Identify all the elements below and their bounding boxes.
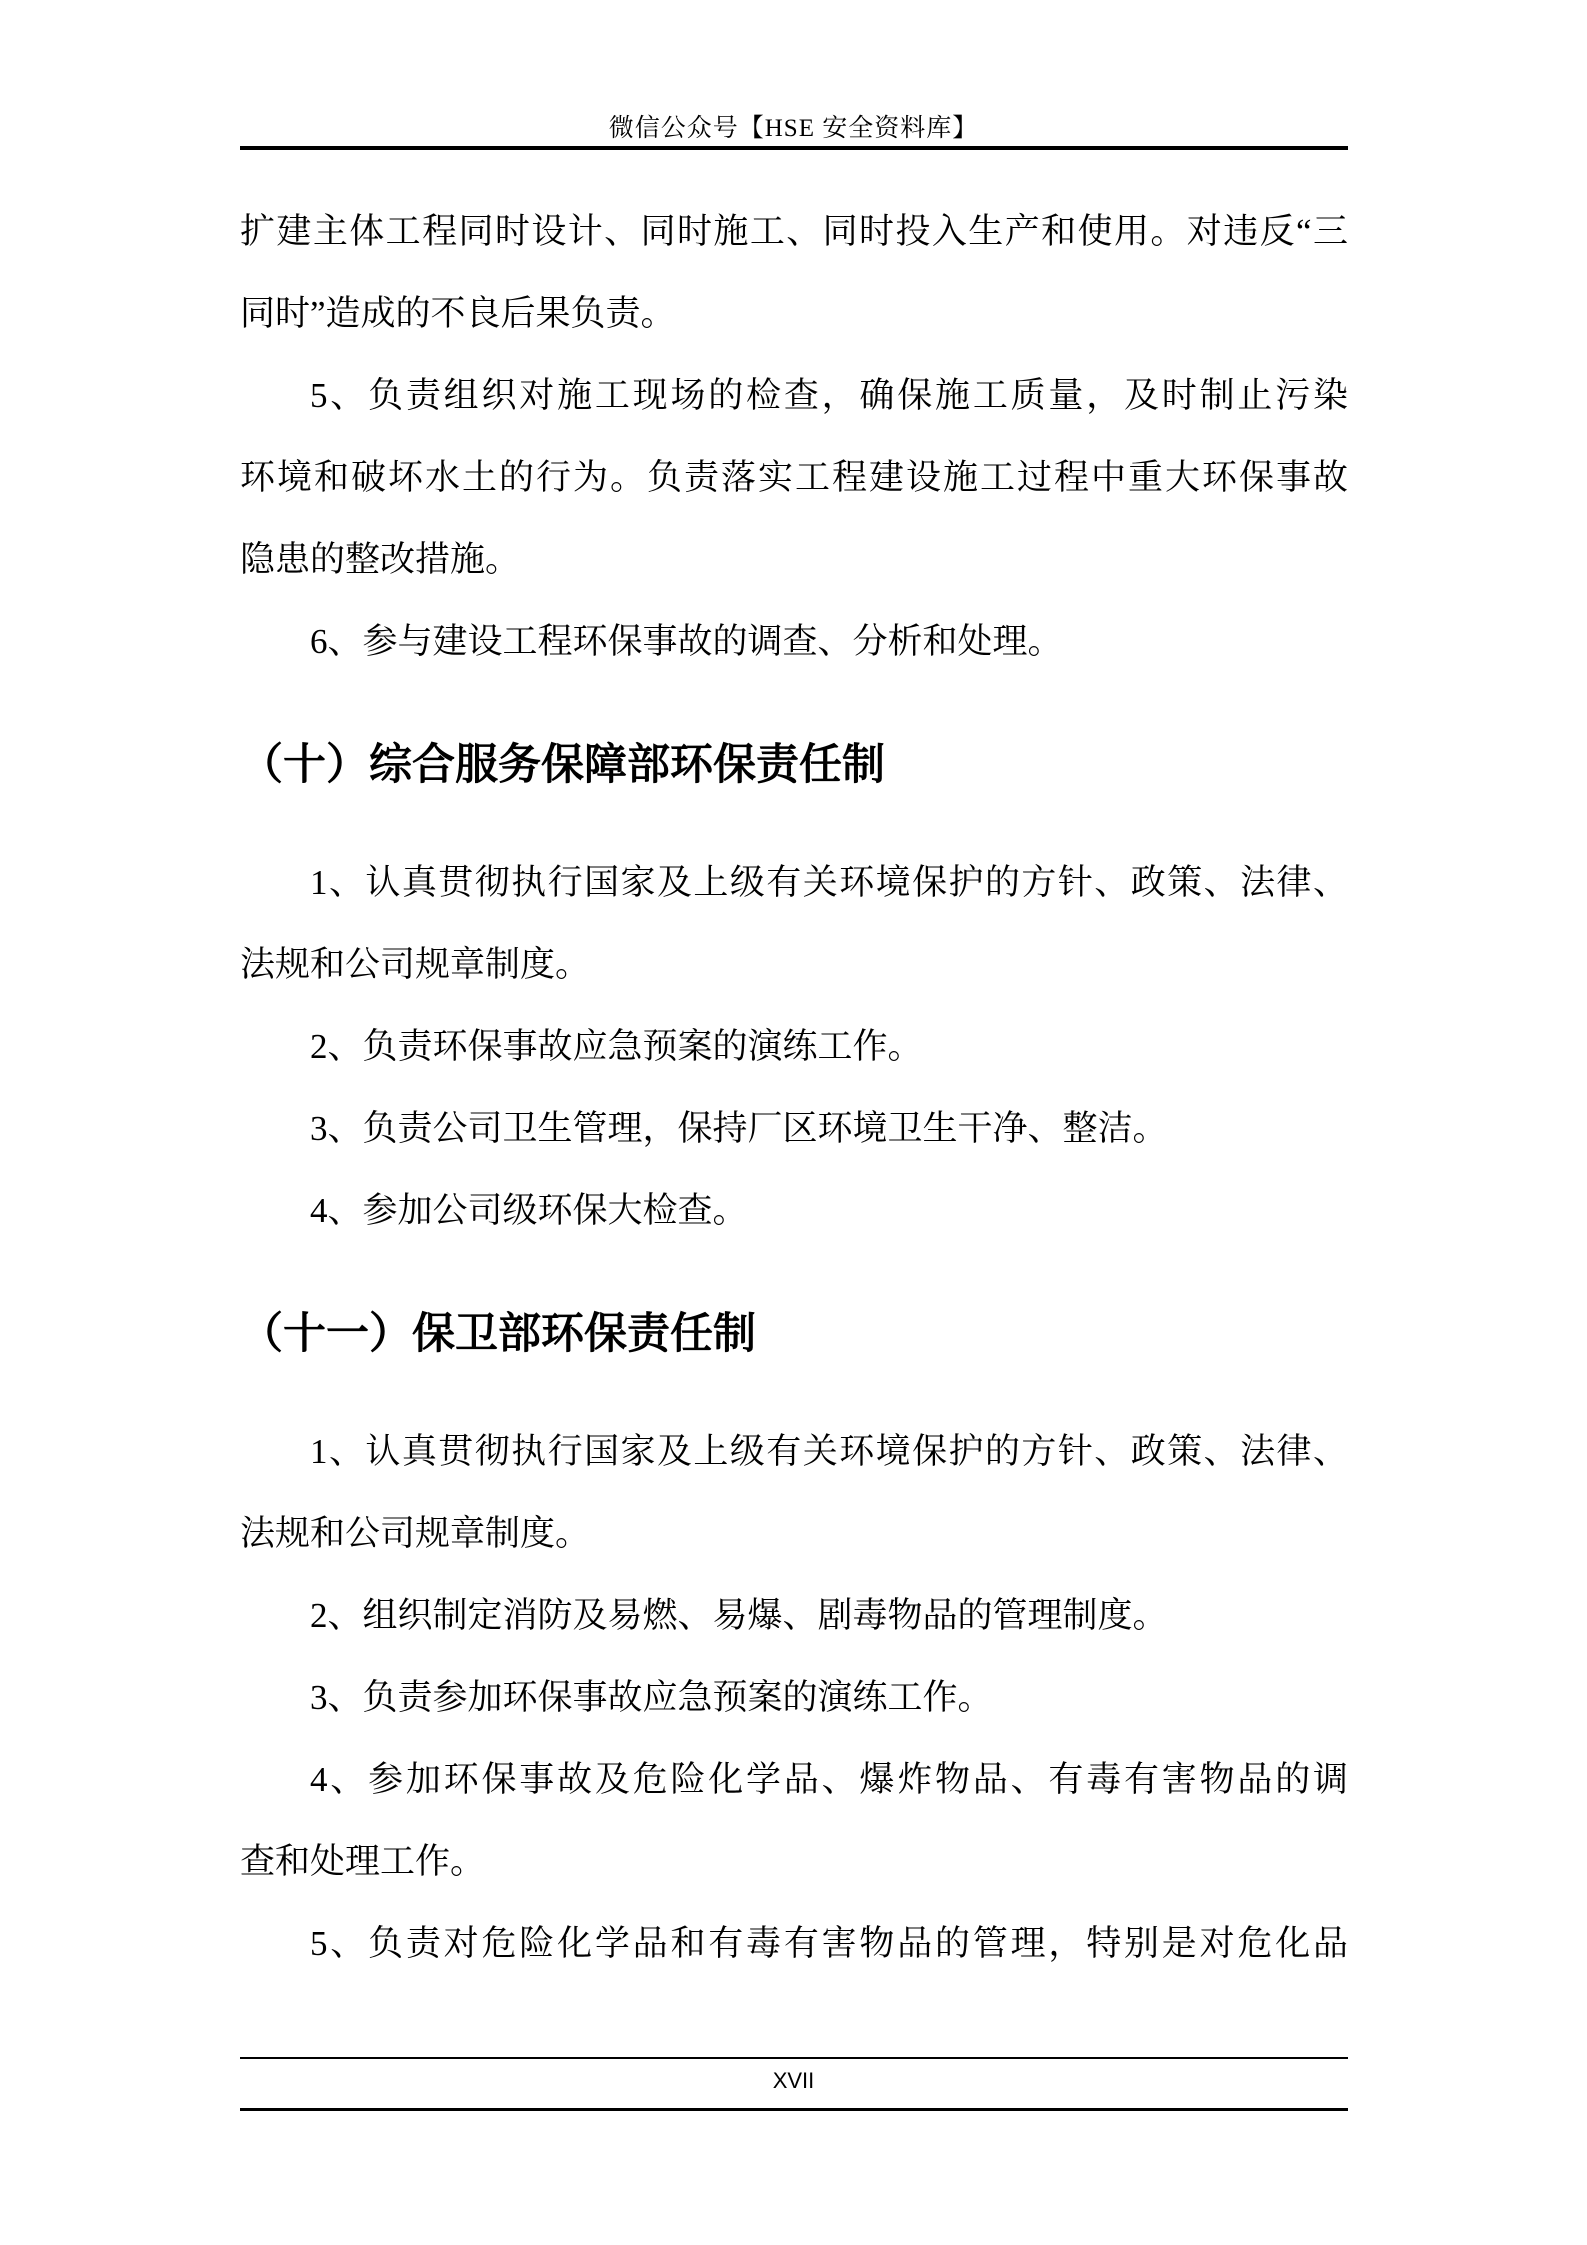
text-line: 4、参加环保事故及危险化学品、爆炸物品、有毒有害物品的调	[310, 1760, 1348, 1799]
text-line: 4、参加公司级环保大检查。	[310, 1191, 748, 1230]
text-line: 查和处理工作。	[240, 1842, 486, 1881]
paragraph	[240, 601, 1348, 683]
header-rule	[240, 146, 1348, 150]
text-line: 隐患的整改措施。	[240, 540, 521, 579]
footer-rule-bottom	[240, 2108, 1348, 2111]
text-line: 同时”造成的不良后果负责。	[240, 294, 676, 333]
section-heading: （十）综合服务保障部环保责任制	[240, 742, 885, 789]
paragraph	[240, 1739, 1348, 1903]
text-line: 法规和公司规章制度。	[240, 1514, 591, 1553]
paragraph	[240, 1411, 1348, 1575]
text-line: 2、负责环保事故应急预案的演练工作。	[310, 1027, 923, 1066]
paragraph	[240, 191, 1348, 355]
paragraph	[240, 1088, 1348, 1170]
text-line: 1、认真贯彻执行国家及上级有关环境保护的方针、政策、法律、	[310, 1432, 1348, 1471]
text-line: 扩建主体工程同时设计、同时施工、同时投入生产和使用。对违反“三	[240, 212, 1348, 251]
text-line: 5、负责对危险化学品和有毒有害物品的管理，特别是对危化品	[310, 1924, 1348, 1963]
paragraph	[240, 1657, 1348, 1739]
footer-rule-top	[240, 2057, 1348, 2059]
text-line: 法规和公司规章制度。	[240, 945, 591, 984]
text-line: 环境和破坏水土的行为。负责落实工程建设施工过程中重大环保事故	[240, 458, 1348, 497]
page-number: XVII	[772, 2068, 815, 2093]
paragraph	[240, 1170, 1348, 1252]
paragraph	[240, 355, 1348, 601]
text-line: 5、负责组织对施工现场的检查，确保施工质量，及时制止污染	[310, 376, 1348, 415]
text-line: 3、负责参加环保事故应急预案的演练工作。	[310, 1678, 993, 1717]
text-line: 1、认真贯彻执行国家及上级有关环境保护的方针、政策、法律、	[310, 863, 1348, 902]
paragraph	[240, 842, 1348, 1006]
text-line: 3、负责公司卫生管理，保持厂区环境卫生干净、整洁。	[310, 1109, 1168, 1148]
text-line: 2、组织制定消防及易燃、易爆、剧毒物品的管理制度。	[310, 1596, 1168, 1635]
page-header: 微信公众号【HSE 安全资料库】	[608, 115, 979, 142]
paragraph	[240, 1575, 1348, 1657]
text-line: 6、参与建设工程环保事故的调查、分析和处理。	[310, 622, 1063, 661]
section-heading: （十一）保卫部环保责任制	[240, 1311, 756, 1358]
paragraph	[240, 1903, 1348, 1985]
paragraph	[240, 1006, 1348, 1088]
document-body	[240, 191, 1348, 1985]
